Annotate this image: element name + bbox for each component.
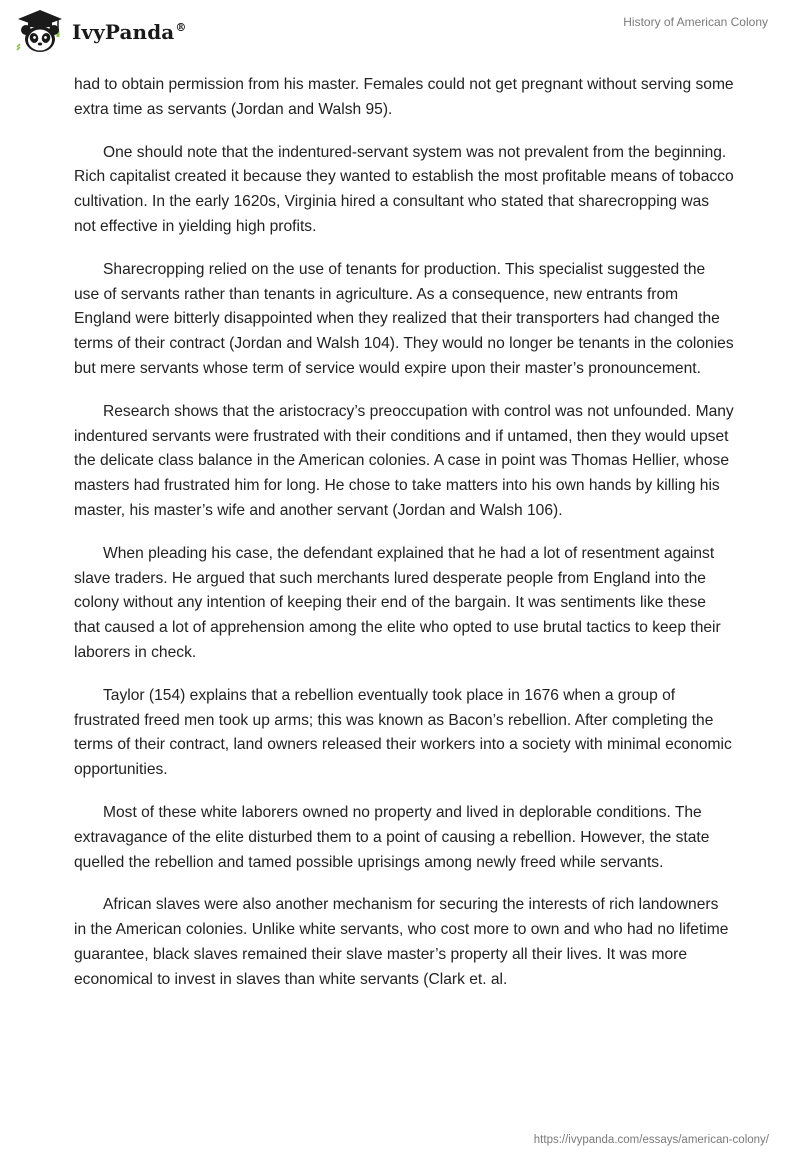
paragraph: Sharecropping relied on the use of tenants for production. This specialist suggested the use of servants rather than tenants in agriculture. As a consequence, new entrants from England were bitterly disappointed when they realized that their transporters had changed the terms of their contract (Jordan and Walsh 104). They would no longer be tenants in the colonies but mere servants whose term of service would expire upon their master’s pronouncement. — [74, 260, 734, 377]
essay-body — [74, 73, 734, 1011]
paragraph: When pleading his case, the defendant explained that he had a lot of resentment against slave traders. He argued that such merchants lured desperate people from England into the colony without any intention of keeping their end of the bargain. It was sentiments like these that caused a lot of apprehension among the elite who opted to use brutal tactics to keep their laborers in check. — [74, 544, 721, 661]
paragraph: Research shows that the aristocracy’s preoccupation with control was not unfounded. Many indentured servants were frustrated with their conditions and if untamed, then they would upset the delicate class balance in the American colonies. A case in point was Thomas Hellier, whose masters had frustrated him for long. He chose to take matters into his own hands by killing his master, his master’s wife and another servant (Jordan and Walsh 106). — [74, 402, 734, 519]
ivypanda-logo[interactable] — [14, 8, 186, 54]
paragraph: African slaves were also another mechanism for securing the interests of rich landowners in the American colonies. Unlike white servants, who cost more to own and who had no lifetime guarantee, black slaves remained their slave master’s property all their lives. It was more economical to invest in slaves than white servants (Clark et. al. — [74, 896, 729, 988]
paragraph: One should note that the indentured-servant system was not prevalent from the beginning. Rich capitalist created it because they wanted to establish the most profitable means of tobacco cultivation. In the early 1620s, Virginia hired a consultant who stated that sharecropping was not effective in yielding high profits. — [74, 143, 734, 235]
paragraph: Most of these white laborers owned no property and lived in deplorable conditions. The extravagance of the elite disturbed them to a point of causing a rebellion. However, the state quelled the rebellion and tamed possible uprisings among newly freed while servants. — [74, 803, 710, 871]
logo-text: IvyPanda® — [72, 20, 187, 44]
source-url[interactable]: https://ivypanda.com/essays/american-colony/ — [533, 1134, 769, 1146]
panda-graduate-icon — [14, 8, 66, 54]
paragraph: had to obtain permission from his master. Females could not get pregnant without serving some extra time as servants (Jordan and Walsh 95). — [74, 76, 734, 118]
registered-mark: ® — [175, 21, 187, 35]
document-title: History of American Colony — [623, 15, 768, 29]
paragraph: Taylor (154) explains that a rebellion eventually took place in 1676 when a group of frustrated freed men took up arms; this was known as Bacon’s rebellion. After completing the terms of their contract, land owners released their workers into a society with minimal economic opportunities. — [74, 686, 732, 779]
page-header — [0, 0, 800, 68]
